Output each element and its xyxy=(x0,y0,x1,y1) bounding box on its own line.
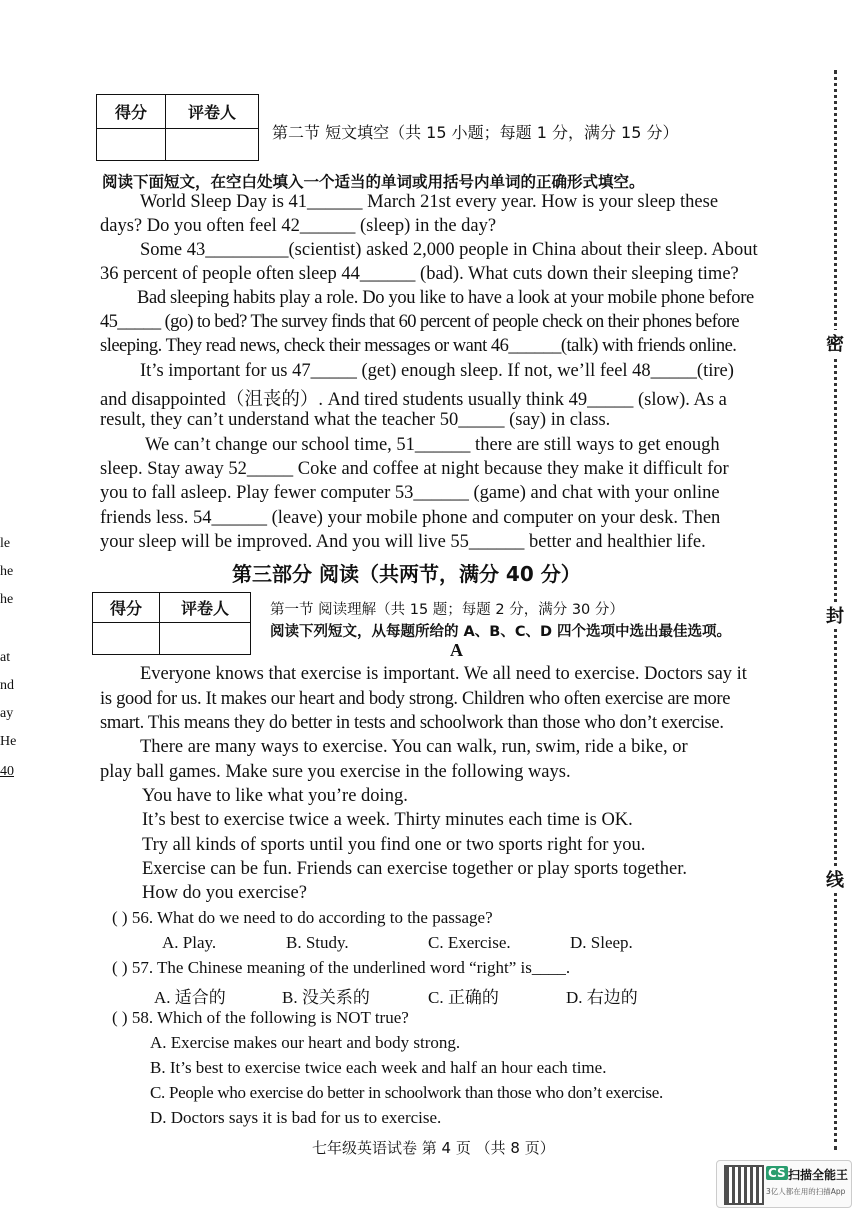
cloze-line: We can’t change our school time, 51______ there are still ways to get enough xyxy=(145,435,720,455)
edge-text: nd xyxy=(0,678,14,693)
question-stem: ( ) 57. The Chinese meaning of the underlined word “right” is____. xyxy=(112,958,571,977)
edge-text: at xyxy=(0,650,11,665)
score-label: 得分 xyxy=(97,95,166,129)
score-cell[interactable] xyxy=(93,623,160,655)
grader-cell[interactable] xyxy=(166,129,259,161)
grader-label: 评卷人 xyxy=(166,95,259,129)
watermark-title: 扫描全能王 xyxy=(788,1168,849,1182)
grader-label: 评卷人 xyxy=(160,593,251,623)
instruction: 阅读下面短文，在空白处填入一个适当的单词或用括号内单词的正确形式填空。 xyxy=(102,173,645,191)
cloze-line: your sleep will be improved. And you will live 55______ better and healthier life. xyxy=(100,532,706,552)
cloze-line: 36 percent of people often sleep 44______ (bad). What cuts down their sleeping time? xyxy=(100,264,739,284)
passage-line: Try all kinds of sports until you find one or two sports right for you. xyxy=(142,835,646,855)
cloze-line: you to fall asleep. Play fewer computer 53______ (game) and chat with your online xyxy=(100,483,720,503)
option-c[interactable]: C. 正确的 xyxy=(428,988,499,1007)
passage-line: Everyone knows that exercise is important. We all need to exercise. Doctors say it xyxy=(140,664,747,684)
seal-char-feng: 封 xyxy=(826,602,844,628)
score-cell[interactable] xyxy=(97,129,166,161)
option-a[interactable]: A. Play. xyxy=(162,933,217,952)
cloze-line: It’s important for us 47_____ (get) enough sleep. If not, we’ll feel 48_____(tire) xyxy=(140,361,734,381)
option-d[interactable]: D. 右边的 xyxy=(566,988,638,1007)
grader-cell[interactable] xyxy=(160,623,251,655)
section1-instruction: 阅读下列短文，从每题所给的 A、B、C、D 四个选项中选出最佳选项。 xyxy=(270,624,732,640)
seal-char-mi: 密 xyxy=(826,330,844,356)
cloze-line: sleeping. They read news, check their messages or want 46______(talk) with friends online. xyxy=(100,336,737,356)
cloze-line: 45_____ (go) to bed? The survey finds that 60 percent of people check on their phones before xyxy=(100,312,740,332)
part3-heading: 第三部分 阅读（共两节，满分 40 分） xyxy=(232,562,581,586)
passage-line: You have to like what you’re doing. xyxy=(142,786,408,806)
cs-logo-icon: CS xyxy=(768,1166,786,1180)
passage-line: play ball games. Make sure you exercise in the following ways. xyxy=(100,762,571,782)
cloze-line: Bad sleeping habits play a role. Do you like to have a look at your mobile phone before xyxy=(137,288,754,308)
passage-line: is good for us. It makes our heart and body strong. Children who often exercise are more xyxy=(100,689,731,709)
seal-char-xian: 线 xyxy=(826,866,844,892)
option-d[interactable]: D. Doctors says it is bad for us to exercise. xyxy=(150,1108,442,1127)
section2-heading: 第二节 短文填空（共 15 小题；每题 1 分，满分 15 分） xyxy=(272,123,679,142)
edge-text: 40 xyxy=(0,764,14,779)
edge-text: he xyxy=(0,564,14,579)
passage-label: A xyxy=(450,640,463,660)
edge-text: le xyxy=(0,536,11,551)
cloze-line: friends less. 54______ (leave) your mobile phone and computer on your desk. Then xyxy=(100,508,721,528)
option-b[interactable]: B. 没关系的 xyxy=(282,988,370,1007)
edge-text: He xyxy=(0,734,17,749)
cloze-line: Some 43_________(scientist) asked 2,000 people in China about their sleep. About xyxy=(140,240,758,260)
cloze-line: sleep. Stay away 52_____ Coke and coffee at night because they make it difficult for xyxy=(100,459,729,479)
qr-code-icon xyxy=(724,1165,764,1205)
cloze-line: days? Do you often feel 42______ (sleep) in the day? xyxy=(100,216,497,236)
passage-line: There are many ways to exercise. You can walk, run, swim, ride a bike, or xyxy=(140,737,688,757)
page-footer: 七年级英语试卷 第 4 页 （共 8 页） xyxy=(312,1139,555,1157)
question-stem: ( ) 56. What do we need to do according to the passage? xyxy=(112,908,493,927)
watermark-subtitle: 3亿人都在用的扫描App xyxy=(766,1187,846,1196)
cloze-line: World Sleep Day is 41______ March 21st every year. How is your sleep these xyxy=(140,192,719,212)
option-b[interactable]: B. Study. xyxy=(286,933,349,952)
score-box-1 xyxy=(96,94,259,161)
option-b[interactable]: B. It’s best to exercise twice each week and half an hour each time. xyxy=(150,1058,607,1077)
option-c[interactable]: C. People who exercise do better in schoolwork than those who don’t exercise. xyxy=(150,1083,663,1102)
option-a[interactable]: A. Exercise makes our heart and body strong. xyxy=(150,1033,461,1052)
option-c[interactable]: C. Exercise. xyxy=(428,933,511,952)
passage-line: Exercise can be fun. Friends can exercise together or play sports together. xyxy=(142,859,688,879)
passage-line: smart. This means they do better in tests and schoolwork than those who don’t exercise. xyxy=(100,713,724,733)
cloze-line: result, they can’t understand what the teacher 50_____ (say) in class. xyxy=(100,410,611,430)
option-d[interactable]: D. Sleep. xyxy=(570,933,633,952)
option-a[interactable]: A. 适合的 xyxy=(154,988,226,1007)
question-stem: ( ) 58. Which of the following is NOT true? xyxy=(112,1008,409,1027)
score-box-2 xyxy=(92,592,251,655)
section1-heading: 第一节 阅读理解（共 15 题；每题 2 分，满分 30 分） xyxy=(270,602,624,618)
passage-line: It’s best to exercise twice a week. Thirty minutes each time is OK. xyxy=(142,810,633,830)
cloze-line: and disappointed（沮丧的）. And tired students usually think 49_____ (slow). As a xyxy=(100,390,727,410)
edge-text: ay xyxy=(0,706,14,721)
passage-line: How do you exercise? xyxy=(142,883,307,903)
score-label: 得分 xyxy=(93,593,160,623)
edge-text: he xyxy=(0,592,14,607)
